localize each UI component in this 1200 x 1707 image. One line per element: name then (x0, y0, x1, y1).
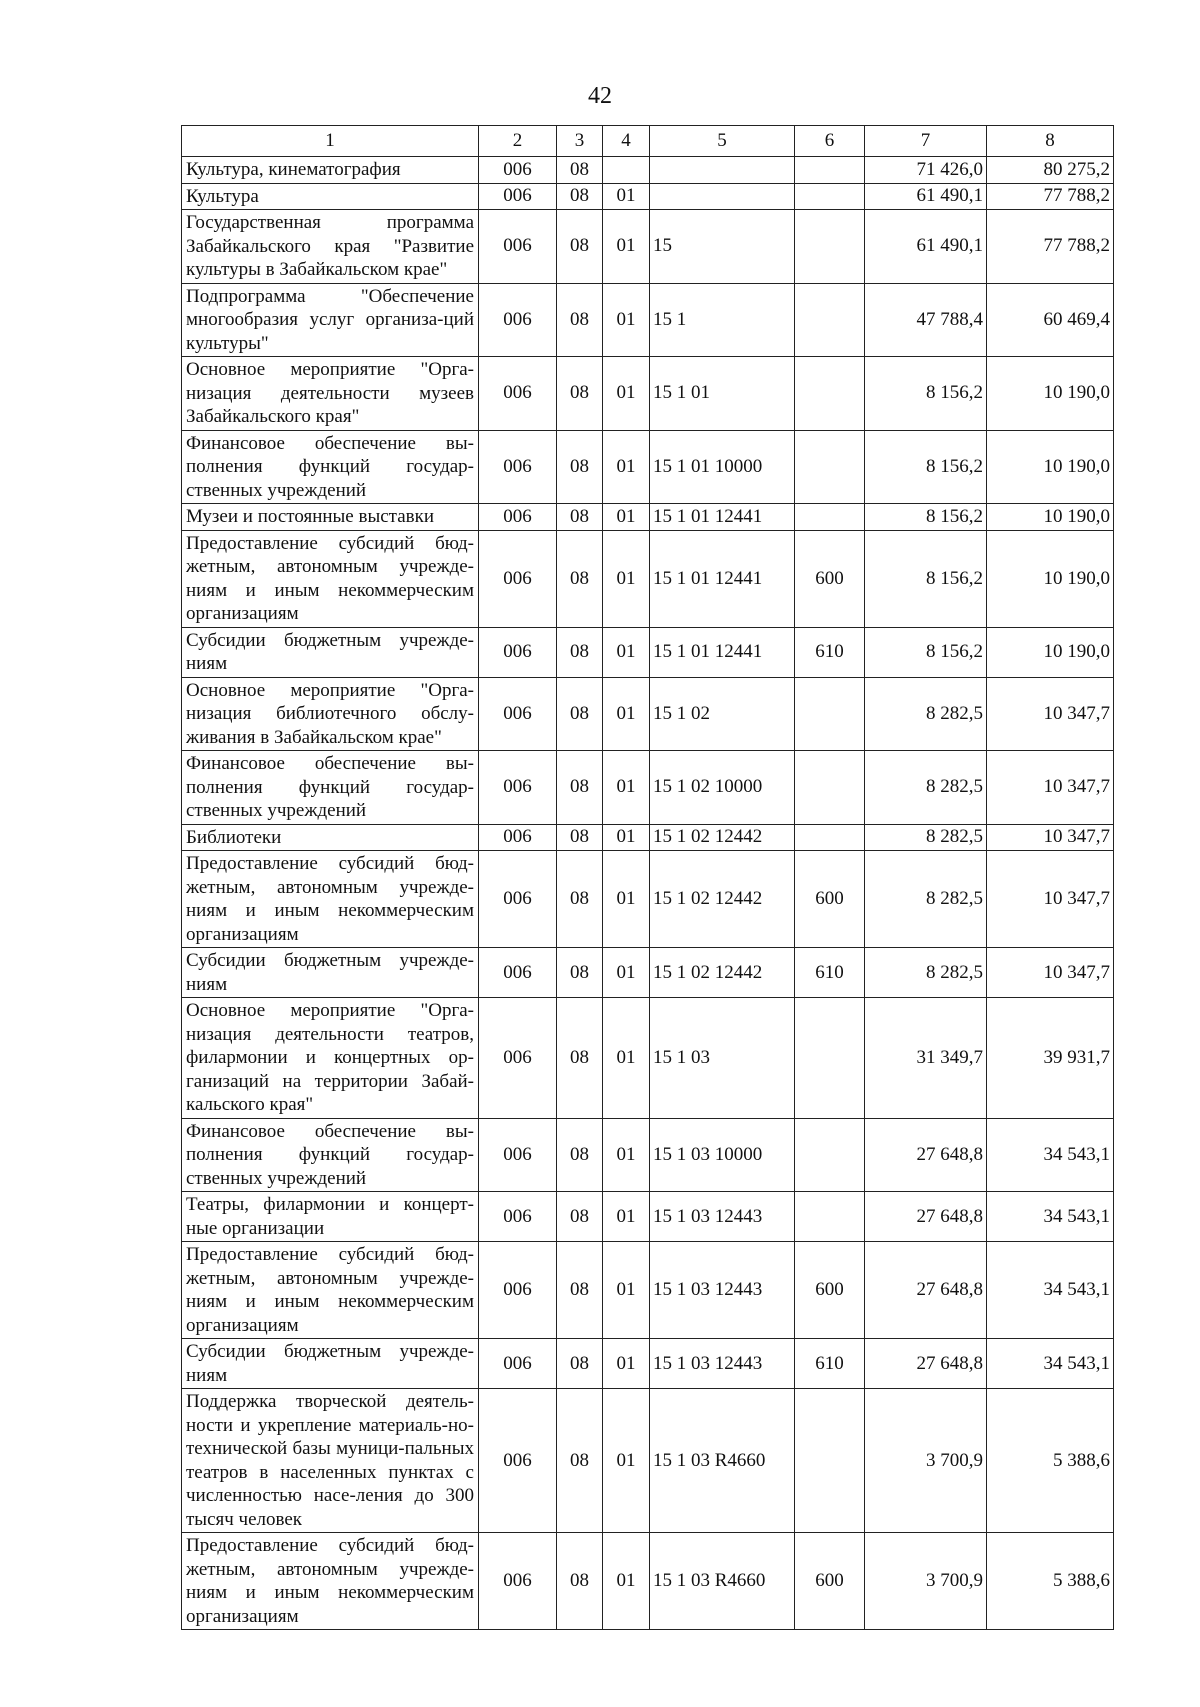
target-code-cell: 15 1 03 10000 (650, 1118, 795, 1192)
row-name-cell: Предоставление субсидий бюд-жетным, автономным учрежде-ниям и иным некоммерческим организациям (182, 530, 479, 627)
amount-1-cell: 8 156,2 (865, 357, 987, 431)
target-code-cell: 15 1 01 10000 (650, 430, 795, 504)
section-code-cell: 08 (557, 1533, 603, 1630)
amount-2-cell: 80 275,2 (987, 157, 1114, 184)
amount-2-cell: 34 543,1 (987, 1339, 1114, 1389)
section-code-cell: 08 (557, 998, 603, 1119)
subsection-code-cell: 01 (603, 1242, 650, 1339)
amount-1-cell: 3 700,9 (865, 1533, 987, 1630)
target-code-cell: 15 1 03 12443 (650, 1242, 795, 1339)
subsection-code-cell: 01 (603, 948, 650, 998)
amount-2-cell: 34 543,1 (987, 1118, 1114, 1192)
expense-type-cell (795, 1192, 865, 1242)
section-code-cell: 08 (557, 1389, 603, 1533)
row-name-cell: Культура (182, 183, 479, 210)
amount-2-cell: 10 347,7 (987, 677, 1114, 751)
subsection-code-cell: 01 (603, 751, 650, 825)
expense-type-cell: 610 (795, 627, 865, 677)
amount-1-cell: 8 156,2 (865, 430, 987, 504)
subsection-code-cell: 01 (603, 627, 650, 677)
admin-code-cell: 006 (479, 1533, 557, 1630)
expense-type-cell (795, 824, 865, 851)
section-code-cell: 08 (557, 210, 603, 284)
admin-code-cell: 006 (479, 1192, 557, 1242)
target-code-cell: 15 1 (650, 283, 795, 357)
header-cell-5: 5 (650, 126, 795, 157)
header-cell-2: 2 (479, 126, 557, 157)
row-name-cell: Предоставление субсидий бюд-жетным, автономным учрежде-ниям и иным некоммерческим организациям (182, 851, 479, 948)
row-name-cell: Государственная программа Забайкальского края "Развитие культуры в Забайкальском крае" (182, 210, 479, 284)
amount-2-cell: 34 543,1 (987, 1192, 1114, 1242)
target-code-cell: 15 1 01 12441 (650, 627, 795, 677)
target-code-cell: 15 1 03 R4660 (650, 1389, 795, 1533)
table-row (182, 627, 1114, 677)
section-code-cell: 08 (557, 1339, 603, 1389)
admin-code-cell: 006 (479, 157, 557, 184)
expense-type-cell: 610 (795, 1339, 865, 1389)
row-name-cell: Основное мероприятие "Орга-низация деятельности музеев Забайкальского края" (182, 357, 479, 431)
row-name-cell: Предоставление субсидий бюд-жетным, автономным учрежде-ниям и иным некоммерческим организациям (182, 1242, 479, 1339)
table-header-row (182, 126, 1114, 157)
table-body (182, 126, 1114, 1630)
section-code-cell: 08 (557, 530, 603, 627)
expense-type-cell (795, 210, 865, 284)
expense-type-cell (795, 998, 865, 1119)
amount-1-cell: 27 648,8 (865, 1339, 987, 1389)
row-name-cell: Основное мероприятие "Орга-низация деятельности театров, филармонии и концертных ор-ганизаций на территории Забай-кальского края" (182, 998, 479, 1119)
row-name-cell: Основное мероприятие "Орга-низация библиотечного обслу-живания в Забайкальском крае" (182, 677, 479, 751)
subsection-code-cell: 01 (603, 1339, 650, 1389)
section-code-cell: 08 (557, 1242, 603, 1339)
header-cell-8: 8 (987, 126, 1114, 157)
subsection-code-cell: 01 (603, 998, 650, 1119)
section-code-cell: 08 (557, 627, 603, 677)
expense-type-cell (795, 1389, 865, 1533)
row-name-cell: Субсидии бюджетным учрежде-ниям (182, 627, 479, 677)
table-row (182, 677, 1114, 751)
section-code-cell: 08 (557, 824, 603, 851)
amount-2-cell: 10 190,0 (987, 530, 1114, 627)
header-cell-7: 7 (865, 126, 987, 157)
table-row (182, 1339, 1114, 1389)
admin-code-cell: 006 (479, 430, 557, 504)
admin-code-cell: 006 (479, 283, 557, 357)
amount-2-cell: 10 347,7 (987, 948, 1114, 998)
section-code-cell: 08 (557, 1118, 603, 1192)
target-code-cell: 15 1 02 12442 (650, 851, 795, 948)
section-code-cell: 08 (557, 183, 603, 210)
row-name-cell: Предоставление субсидий бюд-жетным, автономным учрежде-ниям и иным некоммерческим организациям (182, 1533, 479, 1630)
amount-2-cell: 10 190,0 (987, 357, 1114, 431)
subsection-code-cell: 01 (603, 210, 650, 284)
row-name-cell: Субсидии бюджетным учрежде-ниям (182, 1339, 479, 1389)
table-row (182, 430, 1114, 504)
table-row (182, 1192, 1114, 1242)
table-row (182, 1242, 1114, 1339)
admin-code-cell: 006 (479, 210, 557, 284)
admin-code-cell: 006 (479, 948, 557, 998)
target-code-cell: 15 1 03 12443 (650, 1192, 795, 1242)
section-code-cell: 08 (557, 430, 603, 504)
admin-code-cell: 006 (479, 851, 557, 948)
admin-code-cell: 006 (479, 530, 557, 627)
subsection-code-cell: 01 (603, 677, 650, 751)
amount-1-cell: 61 490,1 (865, 210, 987, 284)
admin-code-cell: 006 (479, 677, 557, 751)
target-code-cell: 15 1 02 (650, 677, 795, 751)
header-cell-6: 6 (795, 126, 865, 157)
target-code-cell: 15 1 01 (650, 357, 795, 431)
subsection-code-cell: 01 (603, 430, 650, 504)
expense-type-cell: 600 (795, 1242, 865, 1339)
row-name-cell: Библиотеки (182, 824, 479, 851)
expense-type-cell (795, 283, 865, 357)
row-name-cell: Субсидии бюджетным учрежде-ниям (182, 948, 479, 998)
subsection-code-cell: 01 (603, 1389, 650, 1533)
amount-1-cell: 8 282,5 (865, 751, 987, 825)
amount-1-cell: 27 648,8 (865, 1192, 987, 1242)
section-code-cell: 08 (557, 1192, 603, 1242)
row-name-cell: Поддержка творческой деятель-ности и укрепление материаль-но-технической базы муници-пальных театров в населенных пунктах с численностью насе-ления до 300 тысяч человек (182, 1389, 479, 1533)
section-code-cell: 08 (557, 283, 603, 357)
expense-type-cell (795, 751, 865, 825)
target-code-cell: 15 (650, 210, 795, 284)
subsection-code-cell (603, 157, 650, 184)
table-row (182, 948, 1114, 998)
admin-code-cell: 006 (479, 751, 557, 825)
row-name-cell: Финансовое обеспечение вы-полнения функций государ-ственных учреждений (182, 751, 479, 825)
subsection-code-cell: 01 (603, 1118, 650, 1192)
amount-1-cell: 8 282,5 (865, 824, 987, 851)
target-code-cell: 15 1 01 12441 (650, 504, 795, 531)
expense-type-cell: 610 (795, 948, 865, 998)
expense-type-cell (795, 157, 865, 184)
row-name-cell: Театры, филармонии и концерт-ные организации (182, 1192, 479, 1242)
row-name-cell: Музеи и постоянные выставки (182, 504, 479, 531)
amount-2-cell: 10 347,7 (987, 751, 1114, 825)
amount-2-cell: 60 469,4 (987, 283, 1114, 357)
section-code-cell: 08 (557, 504, 603, 531)
row-name-cell: Подпрограмма "Обеспечение многообразия услуг организа-ций культуры" (182, 283, 479, 357)
amount-1-cell: 61 490,1 (865, 183, 987, 210)
table-row (182, 210, 1114, 284)
header-cell-4: 4 (603, 126, 650, 157)
admin-code-cell: 006 (479, 1339, 557, 1389)
amount-1-cell: 27 648,8 (865, 1242, 987, 1339)
amount-2-cell: 10 190,0 (987, 430, 1114, 504)
table-row (182, 1533, 1114, 1630)
expense-type-cell (795, 183, 865, 210)
row-name-cell: Финансовое обеспечение вы-полнения функций государ-ственных учреждений (182, 1118, 479, 1192)
admin-code-cell: 006 (479, 627, 557, 677)
amount-1-cell: 8 156,2 (865, 504, 987, 531)
section-code-cell: 08 (557, 948, 603, 998)
amount-1-cell: 47 788,4 (865, 283, 987, 357)
amount-1-cell: 8 156,2 (865, 530, 987, 627)
amount-1-cell: 27 648,8 (865, 1118, 987, 1192)
header-cell-3: 3 (557, 126, 603, 157)
expense-type-cell (795, 677, 865, 751)
subsection-code-cell: 01 (603, 283, 650, 357)
table-row (182, 530, 1114, 627)
subsection-code-cell: 01 (603, 824, 650, 851)
amount-2-cell: 10 190,0 (987, 504, 1114, 531)
target-code-cell: 15 1 03 R4660 (650, 1533, 795, 1630)
subsection-code-cell: 01 (603, 357, 650, 431)
table-row (182, 283, 1114, 357)
table-row (182, 1118, 1114, 1192)
table-row (182, 824, 1114, 851)
row-name-cell: Финансовое обеспечение вы-полнения функций государ-ственных учреждений (182, 430, 479, 504)
admin-code-cell: 006 (479, 1118, 557, 1192)
amount-1-cell: 8 282,5 (865, 948, 987, 998)
admin-code-cell: 006 (479, 1389, 557, 1533)
amount-1-cell: 31 349,7 (865, 998, 987, 1119)
table-row (182, 751, 1114, 825)
header-cell-1: 1 (182, 126, 479, 157)
admin-code-cell: 006 (479, 504, 557, 531)
target-code-cell (650, 157, 795, 184)
target-code-cell: 15 1 01 12441 (650, 530, 795, 627)
amount-2-cell: 10 347,7 (987, 851, 1114, 948)
amount-1-cell: 3 700,9 (865, 1389, 987, 1533)
amount-1-cell: 8 282,5 (865, 851, 987, 948)
section-code-cell: 08 (557, 677, 603, 751)
admin-code-cell: 006 (479, 998, 557, 1119)
expense-type-cell (795, 504, 865, 531)
expense-type-cell: 600 (795, 530, 865, 627)
section-code-cell: 08 (557, 157, 603, 184)
table-row (182, 157, 1114, 184)
admin-code-cell: 006 (479, 357, 557, 431)
subsection-code-cell: 01 (603, 851, 650, 948)
target-code-cell: 15 1 03 12443 (650, 1339, 795, 1389)
subsection-code-cell: 01 (603, 1533, 650, 1630)
amount-1-cell: 8 156,2 (865, 627, 987, 677)
budget-table (181, 125, 1114, 1630)
table-row (182, 851, 1114, 948)
page-number: 42 (588, 83, 612, 109)
amount-2-cell: 34 543,1 (987, 1242, 1114, 1339)
expense-type-cell (795, 1118, 865, 1192)
expense-type-cell (795, 357, 865, 431)
section-code-cell: 08 (557, 851, 603, 948)
admin-code-cell: 006 (479, 183, 557, 210)
table-row (182, 1389, 1114, 1533)
amount-2-cell: 77 788,2 (987, 183, 1114, 210)
subsection-code-cell: 01 (603, 183, 650, 210)
table-row (182, 357, 1114, 431)
target-code-cell (650, 183, 795, 210)
subsection-code-cell: 01 (603, 1192, 650, 1242)
amount-2-cell: 5 388,6 (987, 1533, 1114, 1630)
section-code-cell: 08 (557, 751, 603, 825)
amount-1-cell: 71 426,0 (865, 157, 987, 184)
expense-type-cell: 600 (795, 1533, 865, 1630)
expense-type-cell: 600 (795, 851, 865, 948)
expense-type-cell (795, 430, 865, 504)
subsection-code-cell: 01 (603, 530, 650, 627)
row-name-cell: Культура, кинематография (182, 157, 479, 184)
amount-2-cell: 10 347,7 (987, 824, 1114, 851)
target-code-cell: 15 1 03 (650, 998, 795, 1119)
admin-code-cell: 006 (479, 1242, 557, 1339)
amount-1-cell: 8 282,5 (865, 677, 987, 751)
target-code-cell: 15 1 02 10000 (650, 751, 795, 825)
table-row (182, 183, 1114, 210)
target-code-cell: 15 1 02 12442 (650, 948, 795, 998)
subsection-code-cell: 01 (603, 504, 650, 531)
admin-code-cell: 006 (479, 824, 557, 851)
section-code-cell: 08 (557, 357, 603, 431)
amount-2-cell: 10 190,0 (987, 627, 1114, 677)
table-row (182, 998, 1114, 1119)
table-row (182, 504, 1114, 531)
target-code-cell: 15 1 02 12442 (650, 824, 795, 851)
amount-2-cell: 39 931,7 (987, 998, 1114, 1119)
amount-2-cell: 5 388,6 (987, 1389, 1114, 1533)
amount-2-cell: 77 788,2 (987, 210, 1114, 284)
